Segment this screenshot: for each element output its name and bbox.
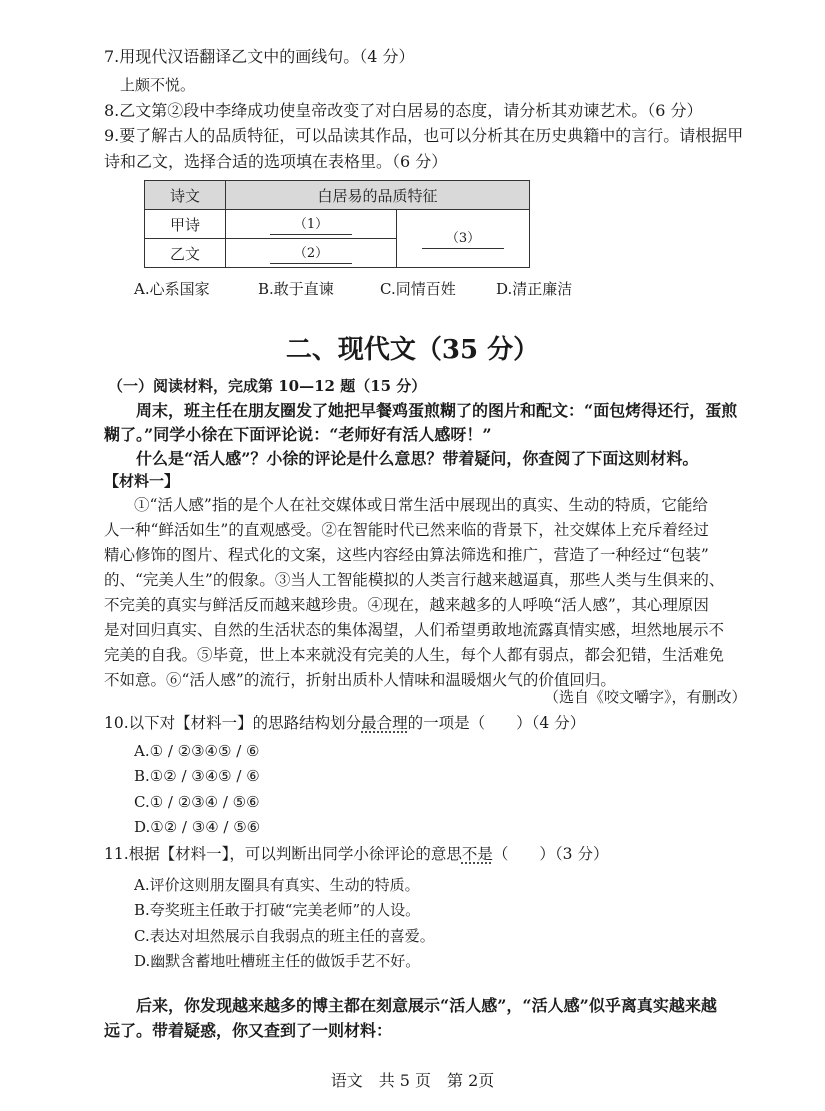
section-title: 二、现代文（35 分） (285, 335, 540, 365)
material-line-3: 精心修饰的图片、程式化的文案，这些内容经由算法筛选和推广，营造了一种经过“包装” (104, 546, 709, 564)
material-line-1: ①“活人感”指的是个人在社交媒体或日常生活中展现出的真实、生动的特质，它能给 (134, 496, 708, 514)
q11-stem-post: （ ）（3 分） (492, 845, 609, 863)
material-line-4: 的、“完美人生”的假象。③当人工智能模拟的人类言行越来越逼真，那些人类与生俱来的、 (104, 571, 725, 589)
table-row-label-yi: 乙文 (145, 239, 226, 268)
q9-option-b: B.敢于直谏 (258, 280, 334, 298)
q10-option-d: D.①② / ③④ / ⑤⑥ (134, 818, 261, 836)
question-9-line-1: 9.要了解古人的品质特征，可以品读其作品，也可以分析其在历史典籍中的言行。请根据甲 (104, 126, 744, 145)
q10-stem-emphasis: 最合理 (361, 714, 408, 732)
question-9-line-2: 诗和乙文，选择合适的选项填在表格里。（6 分） (104, 152, 448, 171)
q11-stem-emphasis: 不是 (461, 845, 493, 863)
closing-line-2: 远了。带着疑惑，你又查到了一则材料： (104, 1021, 393, 1040)
question-8: 8.乙文第②段中李绛成功使皇帝改变了对白居易的态度，请分析其劝谏艺术。（6 分） (104, 101, 703, 120)
q11-stem-pre: 11.根据【材料一】，可以判断出同学小徐评论的意思 (104, 845, 462, 863)
question-7: 7.用现代汉语翻译乙文中的画线句。（4 分） (104, 47, 415, 66)
answer-table (144, 180, 530, 268)
material-line-2: 人一种“鲜活如生”的直观感受。②在智能时代已然来临的背景下，社交媒体上充斥着经过 (104, 521, 709, 539)
q10-option-a: A.① / ②③④⑤ / ⑥ (134, 742, 260, 760)
table-header-trait: 白居易的品质特征 (226, 181, 530, 210)
blank-1: （1） (270, 216, 352, 235)
q9-option-d: D.清正廉洁 (496, 280, 573, 298)
material-line-8: 不如意。⑥“活人感”的流行，折射出质朴人情味和温暖烟火气的价值回归。 (104, 671, 616, 689)
q10-option-b: B.①② / ③④⑤ / ⑥ (134, 767, 260, 785)
material-line-7: 完美的自我。⑤毕竟，世上本来就没有完美的人生，每个人都有弱点，都会犯错，生活难免 (104, 646, 725, 664)
question-10 (104, 713, 585, 733)
page-footer: 语文 共 5 页 第 2页 (330, 1071, 495, 1090)
section-subtitle: （一）阅读材料，完成第 10—12 题（15 分） (108, 377, 427, 395)
material-label: 【材料一】 (104, 472, 180, 490)
material-source: （选自《咬文嚼字》，有删改） (544, 688, 747, 706)
blank-2: （2） (270, 245, 352, 264)
table-cell-blank-3[interactable] (397, 210, 530, 268)
intro-line-3: 什么是“活人感”？小徐的评论是什么意思？带着疑问，你查阅了下面这则材料。 (136, 449, 699, 468)
table-cell-blank-2[interactable] (226, 239, 397, 268)
table-row-label-jia: 甲诗 (145, 210, 226, 239)
q11-option-b: B.夸奖班主任敢于打破“完美老师”的人设。 (134, 901, 421, 919)
q11-option-d: D.幽默含蓄地吐槽班主任的做饭手艺不好。 (134, 952, 421, 970)
intro-line-1: 周末，班主任在朋友圈发了她把早餐鸡蛋煎糊了的图片和配文：“面包烤得还行，蛋煎 (136, 401, 738, 420)
q10-stem-post: 的一项是（ ）（4 分） (407, 714, 586, 732)
q11-option-c: C.表达对坦然展示自我弱点的班主任的喜爱。 (134, 927, 435, 945)
question-11 (104, 844, 608, 864)
q9-option-a: A.心系国家 (134, 280, 210, 298)
q9-option-c: C.同情百姓 (380, 280, 456, 298)
closing-line-1: 后来，你发现越来越多的博主都在刻意展示“活人感”，“活人感”似乎离真实越来越 (136, 996, 717, 1015)
blank-3: （3） (422, 230, 504, 249)
table-header-poem: 诗文 (145, 181, 226, 210)
intro-line-2: 糊了。”同学小徐在下面评论说：“老师好有活人感呀！” (104, 425, 492, 444)
q10-stem-pre: 10.以下对【材料一】的思路结构划分 (104, 714, 362, 732)
material-line-6: 是对回归真实、自然的生活状态的集体渴望，人们希望勇敢地流露真情实感，坦然地展示不 (104, 621, 725, 639)
question-7-sentence: 上颇不悦。 (120, 76, 196, 94)
q10-option-c: C.① / ②③④ / ⑤⑥ (134, 793, 260, 811)
table-cell-blank-1[interactable] (226, 210, 397, 239)
q11-option-a: A.评价这则朋友圈具有真实、生动的特质。 (134, 876, 420, 894)
material-line-5: 不完美的真实与鲜活反而越来越珍贵。④现在，越来越多的人呼唤“活人感”，其心理原因 (104, 596, 709, 614)
